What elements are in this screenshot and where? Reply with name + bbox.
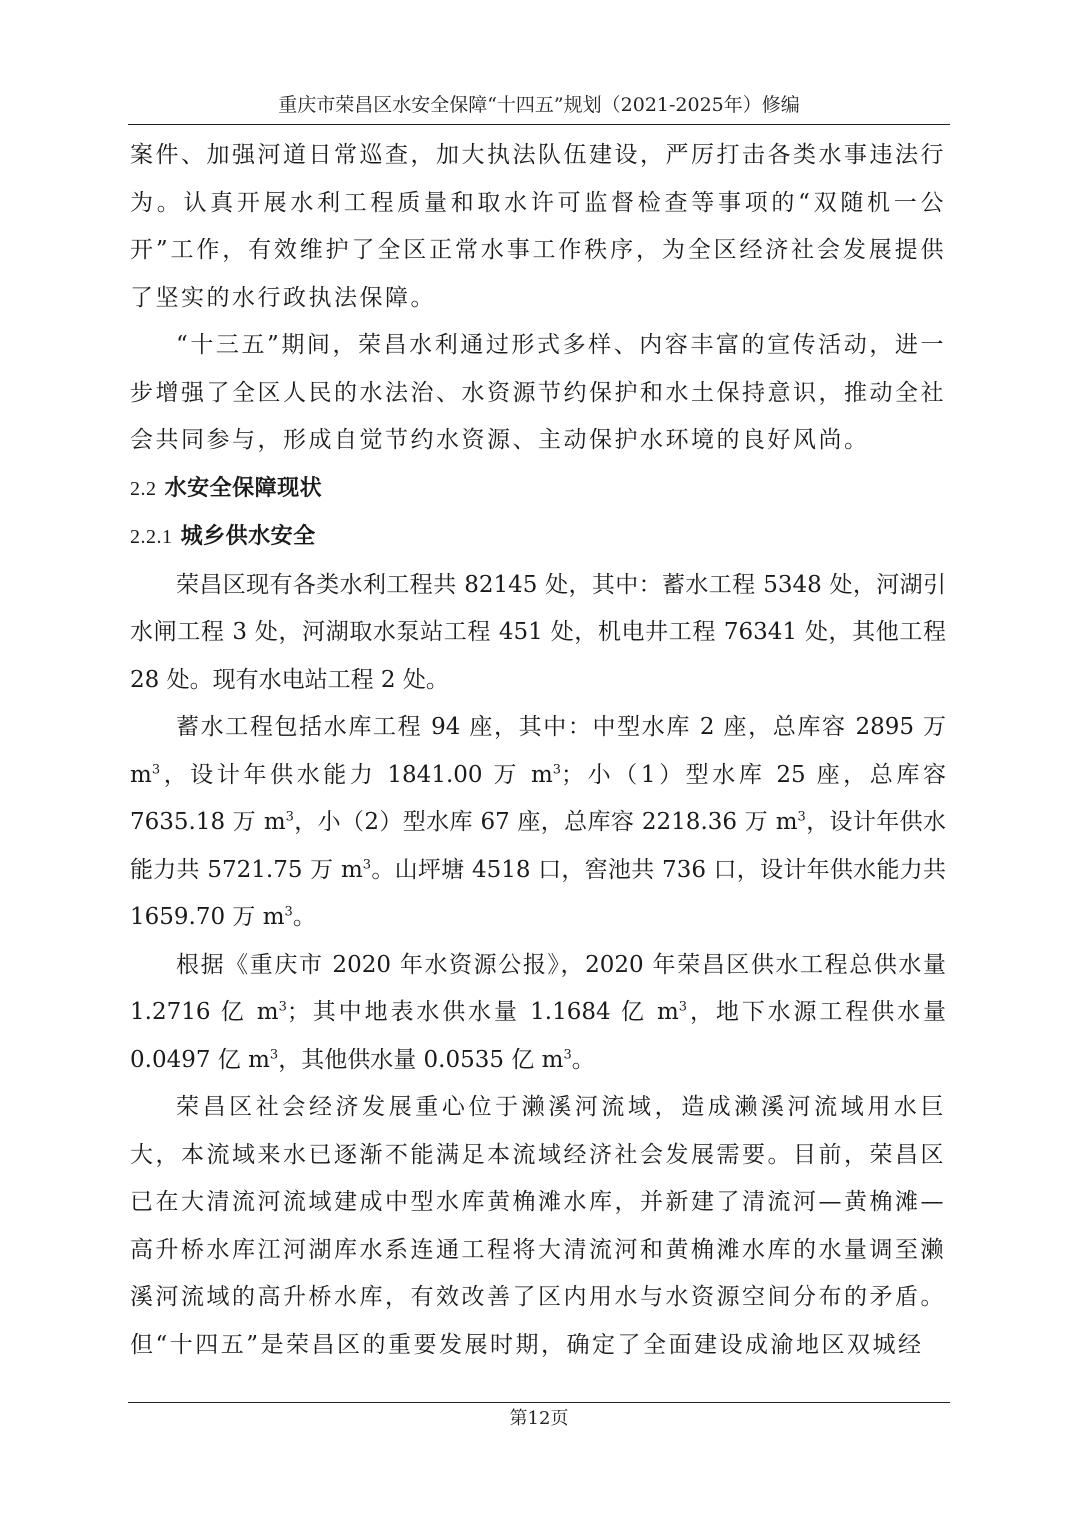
text-run: 蓄水工程包括水库工程 94 座，其中：中型水库 2 座，总库容 2895 万 m	[130, 714, 946, 788]
subsection-number: 2.2.1	[130, 526, 173, 548]
paragraph-reservoirs	[130, 704, 946, 942]
text-run: ，设计年供水能力 1841.00 万 m	[160, 761, 553, 788]
subsection-title: 城乡供水安全	[180, 524, 316, 549]
text-run: 。	[292, 904, 316, 930]
text-run: ，设计年供水能力共 5721.75 万 m	[130, 809, 947, 883]
text-run: 。	[571, 1046, 595, 1073]
superscript: 3	[563, 1046, 572, 1062]
text-run: 根据《重庆市 2020 年水资源公报》，2020 年荣昌区供水工程总供水量 1.2716 亿 m	[130, 951, 946, 1025]
superscript: 3	[797, 809, 806, 825]
superscript: 3	[269, 1046, 279, 1062]
footer-divider	[128, 1402, 950, 1403]
header-divider	[128, 124, 950, 125]
running-header: 重庆市荣昌区水安全保障“十四五”规划（2021-2025年）修编	[278, 94, 800, 116]
paragraph-water-projects: 荣昌区现有各类水利工程共 82145 处，其中：蓄水工程 5348 处，河湖引水闸工程 3 处，河湖取水泵站工程 451 处，机电井工程 76341 处，其他工程 28 处。现有水电站工程 2 处。	[130, 571, 946, 693]
subsection-heading-2-2-1	[130, 513, 946, 562]
paragraph-publicity: “十三五”期间，荣昌水利通过形式多样、内容丰富的宣传活动，进一步增强了全区人民的水法治、水资源节约保护和水土保持意识，推动全社会共同参与，形成自觉节约水资源、主动保护水环境的良好风尚。	[130, 332, 946, 453]
superscript: 3	[552, 761, 562, 777]
superscript: 3	[284, 904, 293, 920]
text-run: ，地下水源工程供水量 0.0497 亿 m	[130, 999, 947, 1073]
text-run: ，其他供水量 0.0535 亿 m	[278, 1046, 564, 1073]
section-title: 水安全保障现状	[164, 475, 323, 501]
document-body	[130, 132, 946, 1369]
text-run: ；小（1）型水库 25 座，总库容 7635.18 万 m	[130, 761, 946, 835]
text-run: 。山坪塘 4518 口，窖池共 736 口，设计年供水能力共 1659.70 万 m	[130, 856, 946, 930]
text-run: ，小（2）型水库 67 座，总库容 2218.36 万 m	[293, 809, 798, 835]
superscript: 3	[278, 999, 287, 1015]
superscript: 3	[678, 999, 688, 1015]
section-heading-2-2	[130, 465, 946, 514]
page-number: 第12页	[509, 1408, 569, 1429]
paragraph-water-supply	[130, 942, 946, 1085]
section-number: 2.2	[130, 477, 157, 500]
paragraph-enforcement: 案件、加强河道日常巡查，加大执法队伍建设，严厉打击各类水事违法行为。认真开展水利工程质量和取水许可监督检查等事项的“双随机一公开”工作，有效维护了全区正常水事工作秩序，为全区经济社会发展提供了坚实的水行政执法保障。	[130, 142, 946, 311]
superscript: 3	[362, 856, 372, 872]
paragraph-basin-development: 荣昌区社会经济发展重心位于濑溪河流域，造成濑溪河流域用水巨大，本流域来水已逐渐不能满足本流域经济社会发展需要。目前，荣昌区已在大清流河流域建成中型水库黄桷滩水库，并新建了清流河—黄桷滩—高升桥水库江河湖库水系连通工程将大清流河和黄桷滩水库的水量调至濑溪河流域的高升桥水库，有效改善了区内用水与水资源空间分布的矛盾。但“十四五”是荣昌区的重要发展时期，确定了全面建设成渝地区双城经	[130, 1094, 946, 1358]
text-run: ；其中地表水供水量 1.1684 亿 m	[286, 999, 679, 1025]
superscript: 3	[151, 761, 161, 777]
superscript: 3	[285, 809, 294, 825]
